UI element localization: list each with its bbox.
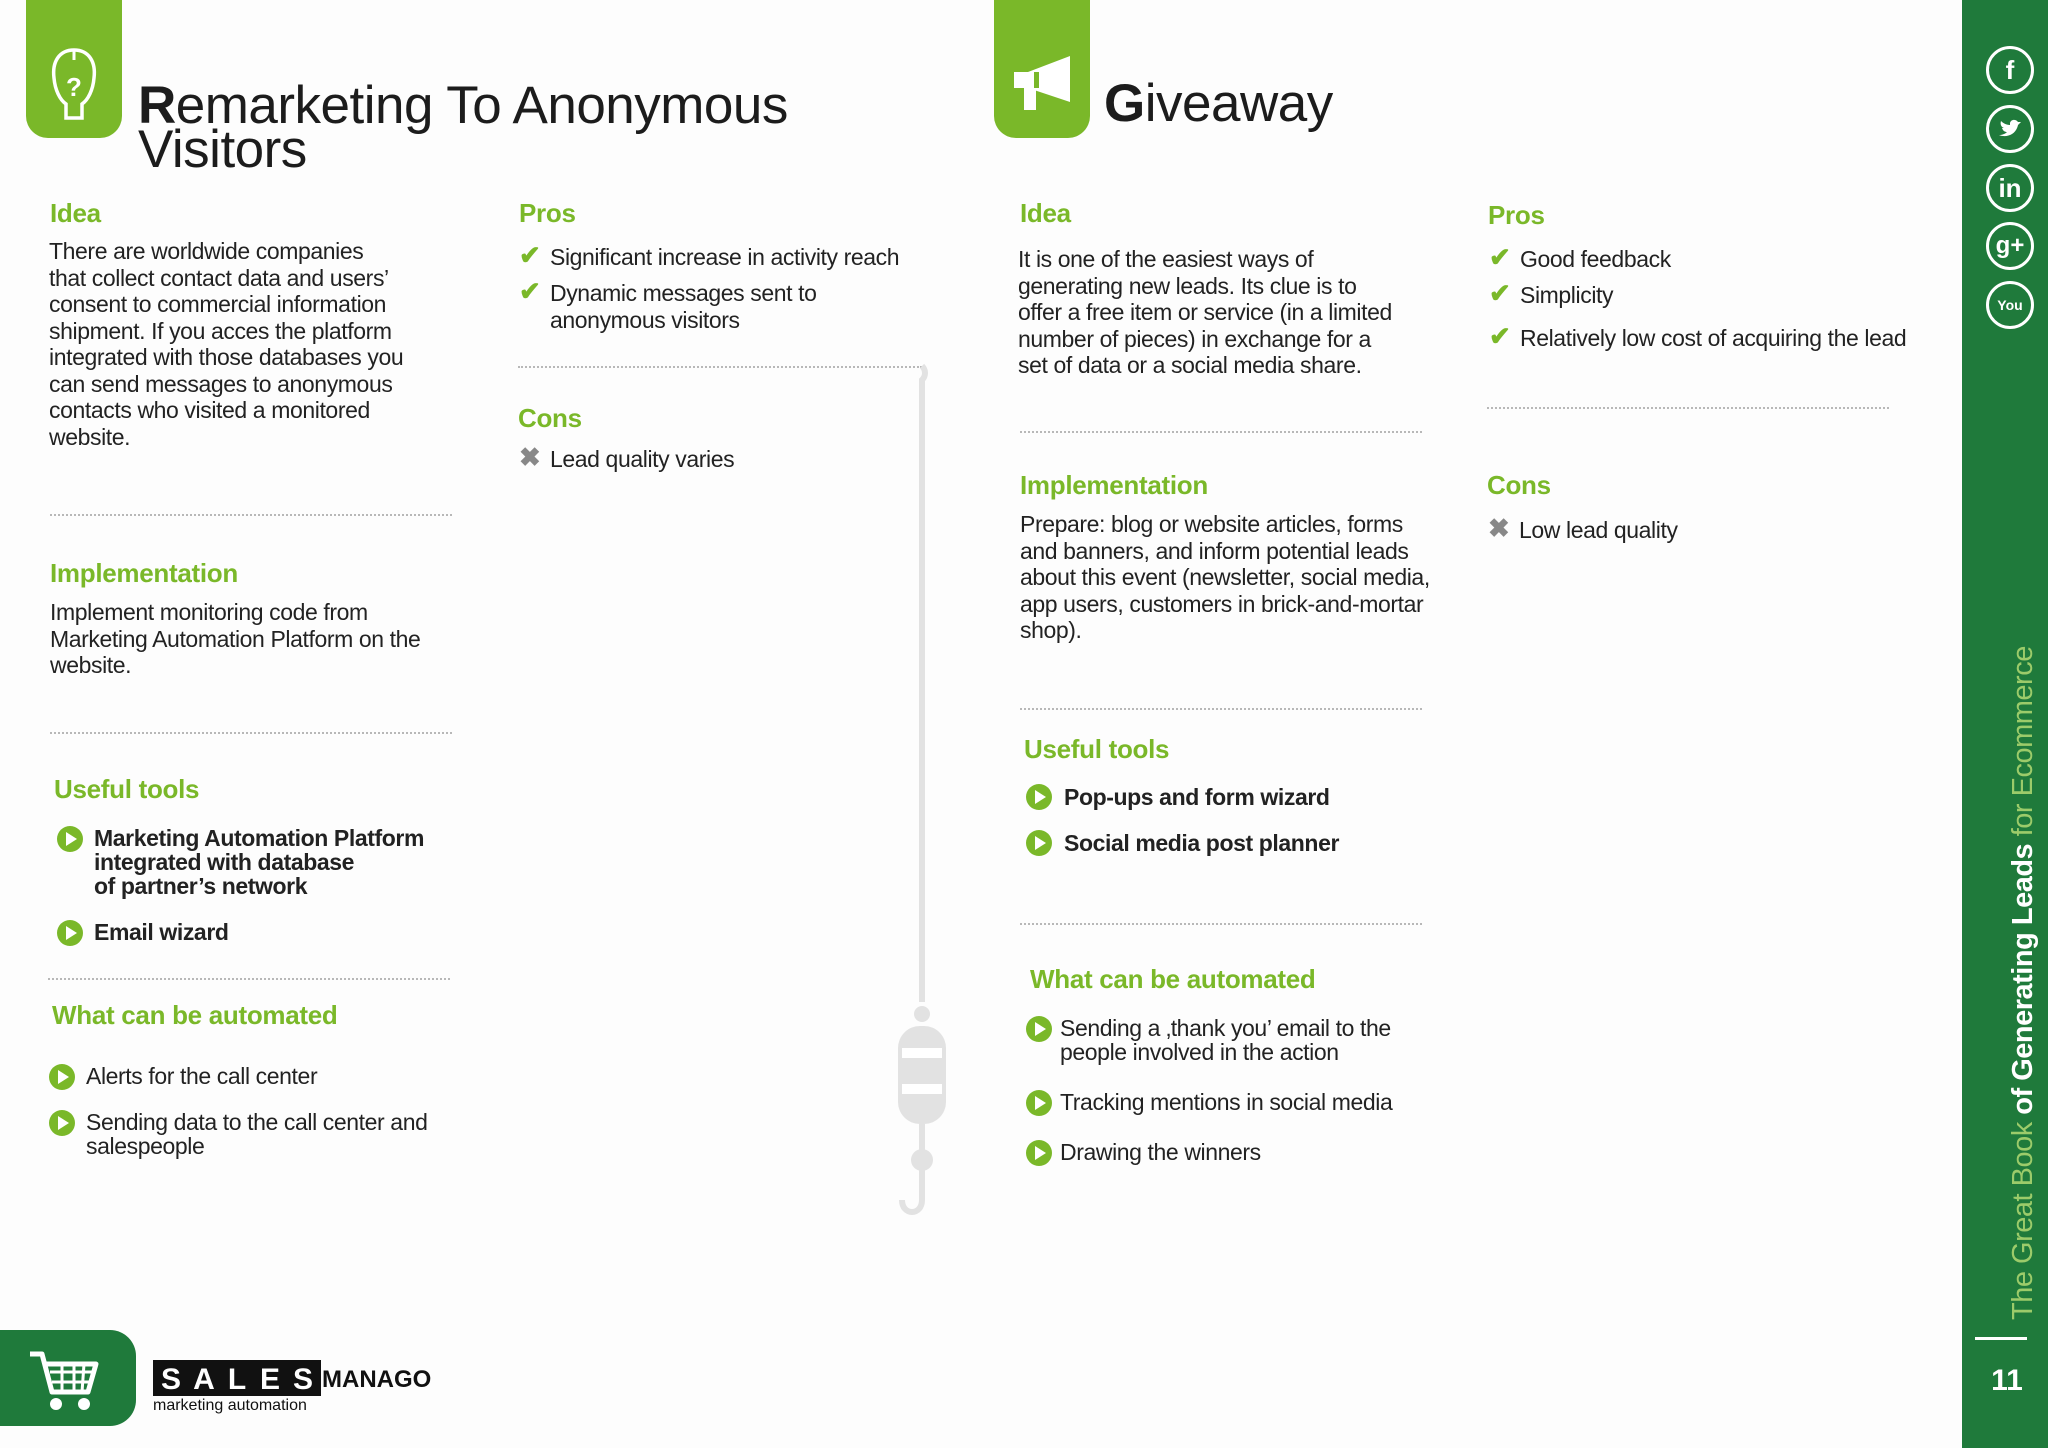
text-line: Prepare: blog or website articles, forms bbox=[1020, 511, 1403, 537]
sidebar-divider bbox=[1975, 1337, 2027, 1340]
list-item-text: people involved in the action bbox=[1060, 1039, 1339, 1065]
social-glyph: f bbox=[2005, 55, 2015, 85]
google-plus-icon[interactable] bbox=[1986, 222, 2034, 270]
social-glyph: g+ bbox=[1995, 232, 2025, 259]
logo-letter-box: L bbox=[219, 1360, 255, 1396]
list-item-text: Significant increase in activity reach bbox=[550, 244, 900, 270]
facebook-icon[interactable] bbox=[1986, 46, 2034, 94]
text-line: that collect contact data and users’ bbox=[49, 264, 389, 291]
cross-icon: ✖ bbox=[519, 442, 541, 472]
play-bullet-icon bbox=[1025, 783, 1053, 816]
divider bbox=[1020, 431, 1422, 433]
svg-text:?: ? bbox=[66, 72, 82, 102]
list-item bbox=[56, 826, 424, 898]
text-line: consent to commercial information bbox=[49, 291, 387, 317]
left-implementation-text bbox=[50, 599, 420, 679]
list-item-text: Email wizard bbox=[94, 919, 229, 945]
list-item bbox=[1025, 1140, 1261, 1164]
list-item-text: Sending data to the call center and bbox=[86, 1109, 428, 1135]
text-line: about this event (newsletter, social media, bbox=[1020, 564, 1430, 590]
logo-letter-box: S bbox=[153, 1360, 189, 1396]
play-bullet-icon bbox=[56, 825, 84, 857]
right-implementation-text bbox=[1020, 511, 1430, 644]
logo-letter-box: E bbox=[252, 1360, 288, 1396]
left-useful-tools-heading: Useful tools bbox=[54, 774, 200, 804]
checkmark-icon: ✔ bbox=[519, 276, 541, 306]
list-item bbox=[1489, 321, 1907, 352]
divider bbox=[50, 732, 452, 734]
cart-badge bbox=[0, 1330, 136, 1426]
divider bbox=[48, 978, 450, 980]
list-item-text: Alerts for the call center bbox=[86, 1063, 318, 1089]
logo-tagline: marketing automation bbox=[153, 1397, 307, 1414]
text-line: Implement monitoring code from bbox=[50, 599, 368, 625]
list-item-text: Low lead quality bbox=[1519, 517, 1678, 543]
left-cons-heading: Cons bbox=[518, 403, 582, 433]
divider bbox=[1487, 407, 1889, 409]
play-bullet-icon bbox=[1025, 1139, 1053, 1171]
left-automated-heading: What can be automated bbox=[52, 1000, 338, 1030]
list-item bbox=[519, 442, 735, 473]
play-bullet-icon bbox=[1025, 1015, 1053, 1047]
play-bullet-icon bbox=[48, 1063, 76, 1095]
play-bullet-icon bbox=[1025, 1089, 1053, 1121]
list-item-text: integrated with database bbox=[94, 849, 355, 875]
list-item bbox=[1489, 278, 1614, 309]
book-title: The Great Book of Generating Leads for Ecommerce bbox=[2007, 646, 2039, 1320]
list-item-text: Tracking mentions in social media bbox=[1060, 1089, 1393, 1115]
right-implementation-heading: Implementation bbox=[1020, 470, 1208, 500]
left-implementation-heading: Implementation bbox=[50, 558, 238, 588]
text-line: Marketing Automation Platform on the bbox=[50, 625, 421, 652]
list-item-text: of partner’s network bbox=[94, 873, 308, 899]
list-item bbox=[56, 920, 229, 944]
hanging-scale-illustration bbox=[880, 362, 960, 1224]
page-title-right: Giveaway bbox=[1104, 74, 1333, 133]
twitter-icon[interactable] bbox=[1986, 105, 2034, 153]
play-bullet-icon bbox=[48, 1109, 76, 1141]
checkmark-icon: ✔ bbox=[1489, 242, 1511, 272]
list-item-text: salespeople bbox=[86, 1133, 205, 1159]
list-item-text: Simplicity bbox=[1520, 282, 1614, 308]
text-line: shipment. If you acces the platform bbox=[49, 317, 392, 344]
checkmark-icon: ✔ bbox=[1489, 278, 1511, 308]
logo-word: MANAGO bbox=[322, 1366, 432, 1393]
list-item bbox=[1488, 513, 1678, 544]
checkmark-icon: ✔ bbox=[519, 240, 541, 270]
text-line: and banners, and inform potential leads bbox=[1020, 537, 1409, 564]
divider bbox=[50, 514, 452, 516]
text-line: can send messages to anonymous bbox=[49, 370, 393, 397]
list-item-text: Marketing Automation Platform bbox=[94, 825, 425, 851]
text-line: It is one of the easiest ways of bbox=[1018, 246, 1314, 272]
logo-letter-box: S bbox=[285, 1360, 321, 1396]
right-idea-text bbox=[1018, 246, 1392, 379]
remarketing-header-tab bbox=[26, 0, 122, 138]
list-item bbox=[1489, 242, 1671, 273]
list-item-text: Social media post planner bbox=[1064, 830, 1340, 856]
megaphone-icon bbox=[994, 0, 1090, 138]
text-line: set of data or a social media share. bbox=[1018, 352, 1362, 378]
right-pros-heading: Pros bbox=[1488, 200, 1545, 230]
text-line: generating new leads. Its clue is to bbox=[1018, 272, 1357, 299]
play-bullet-icon bbox=[1025, 829, 1053, 862]
shopping-cart-icon bbox=[0, 1330, 136, 1426]
play-bullet-icon bbox=[56, 919, 84, 951]
text-line: website. bbox=[49, 423, 131, 450]
list-item bbox=[1025, 830, 1339, 856]
divider bbox=[518, 366, 922, 368]
text-line: app users, customers in brick-and-mortar bbox=[1020, 590, 1424, 617]
text-line: integrated with those databases you bbox=[49, 344, 404, 370]
left-pros-heading: Pros bbox=[519, 198, 576, 228]
list-item-text: Sending a ‚thank you’ email to the bbox=[1060, 1015, 1391, 1041]
page-title-left: Remarketing To Anonymous Visitors bbox=[138, 76, 788, 179]
list-item bbox=[48, 1064, 317, 1088]
list-item bbox=[1025, 784, 1330, 810]
left-idea-heading: Idea bbox=[50, 198, 101, 228]
divider bbox=[1020, 708, 1422, 710]
social-glyph: You bbox=[1997, 297, 2023, 313]
list-item-text: anonymous visitors bbox=[550, 307, 740, 333]
social-glyph: in bbox=[1998, 173, 2022, 203]
text-line: website. bbox=[50, 652, 132, 678]
text-line: contacts who visited a monitored bbox=[49, 397, 370, 423]
anonymous-head-icon bbox=[26, 0, 122, 138]
right-automated-heading: What can be automated bbox=[1030, 964, 1316, 994]
page-number: 11 bbox=[1991, 1364, 2023, 1397]
text-line: shop). bbox=[1020, 617, 1082, 643]
right-useful-tools-heading: Useful tools bbox=[1024, 734, 1170, 764]
list-item-text: Drawing the winners bbox=[1060, 1139, 1261, 1165]
logo-letter-box: A bbox=[186, 1360, 222, 1396]
divider bbox=[1020, 923, 1422, 925]
text-line: number of pieces) in exchange for a bbox=[1018, 325, 1371, 352]
list-item bbox=[1025, 1090, 1392, 1114]
list-item bbox=[1025, 1016, 1391, 1064]
text-line: There are worldwide companies bbox=[49, 238, 364, 264]
cross-icon: ✖ bbox=[1488, 513, 1510, 543]
checkmark-icon: ✔ bbox=[1489, 321, 1511, 351]
list-item-text: Pop-ups and form wizard bbox=[1064, 784, 1330, 810]
right-idea-heading: Idea bbox=[1020, 198, 1071, 228]
list-item bbox=[519, 240, 900, 271]
youtube-icon[interactable] bbox=[1986, 281, 2034, 329]
giveaway-header-tab bbox=[994, 0, 1090, 138]
left-idea-text bbox=[49, 238, 403, 450]
right-cons-heading: Cons bbox=[1487, 470, 1551, 500]
list-item bbox=[48, 1110, 427, 1158]
text-line: offer a free item or service (in a limited bbox=[1018, 299, 1392, 325]
list-item-text: Dynamic messages sent to bbox=[550, 280, 817, 306]
list-item bbox=[519, 276, 817, 334]
bird-glyph bbox=[1989, 108, 2031, 150]
linkedin-icon[interactable] bbox=[1986, 164, 2034, 212]
list-item-text: Lead quality varies bbox=[550, 446, 735, 472]
list-item-text: Good feedback bbox=[1520, 246, 1671, 272]
list-item-text: Relatively low cost of acquiring the lead bbox=[1520, 325, 1907, 351]
